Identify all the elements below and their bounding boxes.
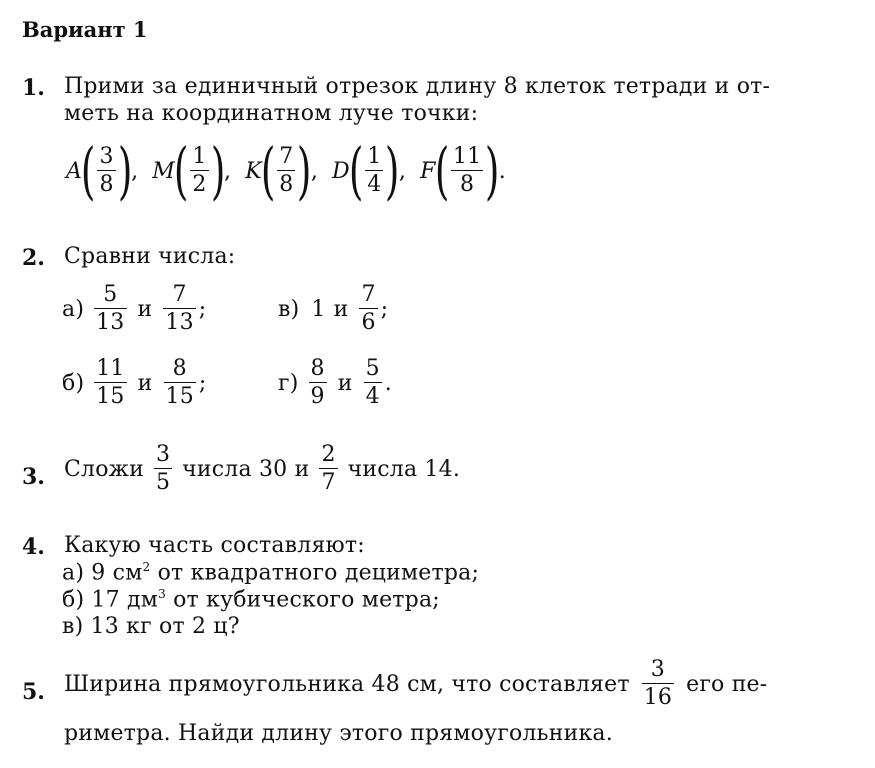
task-2b: б) $\frac{11}{15}$ и $\frac{8}{15}$ ; xyxy=(62,356,207,409)
task-2-number: 2. xyxy=(22,245,45,271)
task-2-text: Сравни числа: xyxy=(64,244,236,269)
point-a-fraction: $\frac{3}{8}$ xyxy=(99,144,114,197)
task-2g: г) $\frac{8}{9}$ и $\frac{5}{4}$ . xyxy=(278,356,392,409)
point-a: A ( $\frac{3}{8}$ ) , xyxy=(66,134,139,207)
task-2v: в) 1 и $\frac{7}{6}$ ; xyxy=(278,282,389,335)
point-k-fraction: $\frac{7}{8}$ xyxy=(279,144,294,197)
task-3-text: Сложи $\frac{3}{5}$ числа 30 и $\frac{2}{7}$ числа 14. xyxy=(64,442,461,495)
point-k: K ( $\frac{7}{8}$ ) , xyxy=(245,134,319,207)
task-5-line-1: Ширина прямоугольника 48 см, что составляет $\frac{3}{16}$ его пе- xyxy=(64,657,768,710)
point-f-fraction: $\frac{11}{8}$ xyxy=(452,144,482,197)
task-2a: а) $\frac{5}{13}$ и $\frac{7}{13}$ ; xyxy=(62,282,207,335)
point-f: F ( $\frac{11}{8}$ ) . xyxy=(420,134,506,207)
point-m-fraction: $\frac{1}{2}$ xyxy=(192,144,207,197)
task-4-number: 4. xyxy=(22,534,45,560)
task-1-line-1: Прими за единичный отрезок длину 8 клеток тетради и от- xyxy=(64,74,771,99)
task-1-line-2: меть на координатном луче точки: xyxy=(64,101,479,126)
task-4v: в) 13 кг от 2 ц? xyxy=(62,614,240,639)
task-5-line-2: риметра. Найди длину этого прямоугольника. xyxy=(64,721,613,746)
point-d-fraction: $\frac{1}{4}$ xyxy=(367,144,382,197)
task-3-number: 3. xyxy=(22,464,45,490)
task-1-number: 1. xyxy=(22,75,45,101)
task-4-text: Какую часть составляют: xyxy=(64,533,365,558)
point-m: M ( $\frac{1}{2}$ ) , xyxy=(152,134,232,207)
variant-title: Вариант 1 xyxy=(22,17,148,42)
task-5-number: 5. xyxy=(22,679,45,705)
point-d: D ( $\frac{1}{4}$ ) , xyxy=(332,134,407,207)
task-4b: б) 17 $дм^3$ от кубического метра; xyxy=(62,587,440,613)
task-1-points xyxy=(66,134,506,207)
task-4a: а) 9 $см^2$ от квадратного дециметра; xyxy=(62,560,480,586)
